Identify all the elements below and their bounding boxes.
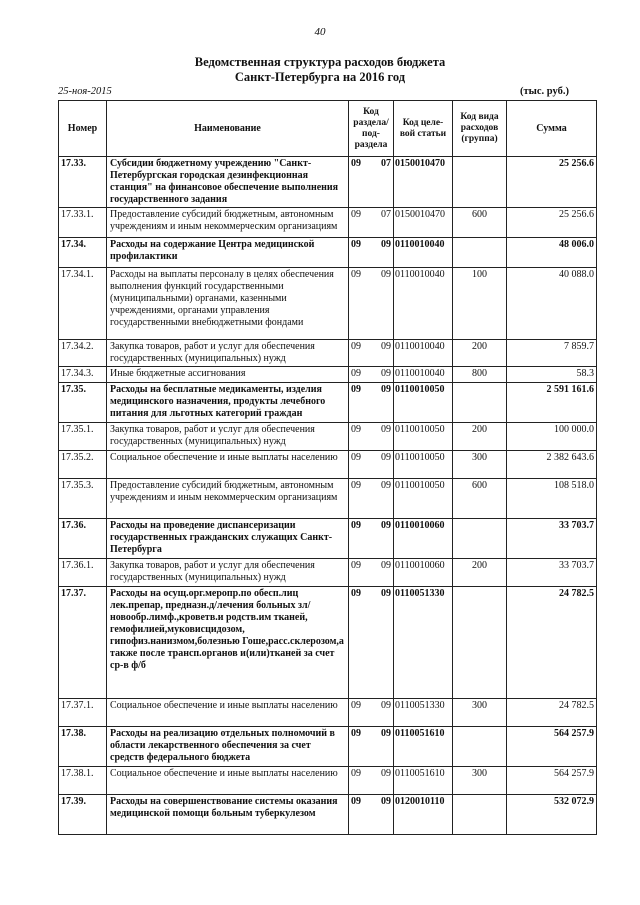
table-row	[59, 423, 597, 451]
row-subsection: 09	[381, 341, 391, 352]
row-section: 09	[351, 384, 361, 395]
row-section-code	[349, 268, 394, 340]
row-expense-type	[453, 238, 507, 268]
header-expense-type: Код вида расходов (группа)	[453, 101, 507, 157]
row-section: 09	[351, 588, 361, 599]
row-sum: 24 782.5	[507, 587, 597, 699]
row-expense-type: 200	[453, 423, 507, 451]
row-expense-type: 300	[453, 451, 507, 479]
row-sum: 2 382 643.6	[507, 451, 597, 479]
row-name: Предоставление субсидий бюджетным, автономным учреждениям и иным некоммерческим организациям	[107, 208, 349, 238]
row-subsection: 09	[381, 452, 391, 463]
row-section: 09	[351, 796, 361, 807]
row-section-code	[349, 795, 394, 835]
table-row	[59, 157, 597, 208]
table-row	[59, 208, 597, 238]
row-section: 09	[351, 452, 361, 463]
row-number: 17.37.	[59, 587, 107, 699]
table-row	[59, 727, 597, 767]
row-name: Расходы на совершенствование системы оказания медицинской помощи больным туберкулезом	[107, 795, 349, 835]
row-number: 17.35.3.	[59, 479, 107, 519]
row-section: 09	[351, 728, 361, 739]
row-expense-type	[453, 383, 507, 423]
header-number: Номер	[59, 101, 107, 157]
table-row	[59, 587, 597, 699]
row-name: Иные бюджетные ассигнования	[107, 367, 349, 383]
row-subsection: 09	[381, 269, 391, 280]
table-row	[59, 559, 597, 587]
page-number: 40	[314, 26, 326, 38]
row-subsection: 09	[381, 796, 391, 807]
row-number: 17.34.1.	[59, 268, 107, 340]
document-title	[0, 55, 640, 85]
row-subsection: 09	[381, 424, 391, 435]
row-expense-type: 600	[453, 479, 507, 519]
title-line-2: Санкт-Петербурга на 2016 год	[234, 70, 406, 84]
row-section: 09	[351, 209, 361, 220]
row-subsection: 09	[381, 700, 391, 711]
table-row	[59, 767, 597, 795]
row-sum: 108 518.0	[507, 479, 597, 519]
row-number: 17.34.3.	[59, 367, 107, 383]
row-section-code	[349, 767, 394, 795]
row-subsection: 09	[381, 368, 391, 379]
row-article-code: 0110010050	[394, 383, 453, 423]
row-article-code: 0110010050	[394, 451, 453, 479]
row-section-code	[349, 423, 394, 451]
header-section: Код раздела/ под- раздела	[349, 101, 394, 157]
row-section-code	[349, 727, 394, 767]
table-row	[59, 479, 597, 519]
row-subsection: 07	[381, 209, 391, 220]
row-article-code: 0150010470	[394, 157, 453, 208]
row-name: Социальное обеспечение и иные выплаты населению	[107, 451, 349, 479]
row-sum: 100 000.0	[507, 423, 597, 451]
row-section-code	[349, 157, 394, 208]
row-number: 17.38.1.	[59, 767, 107, 795]
row-section: 09	[351, 239, 361, 250]
row-name: Предоставление субсидий бюджетным, автономным учреждениям и иным некоммерческим организациям	[107, 479, 349, 519]
row-section-code	[349, 340, 394, 367]
row-article-code: 0110010060	[394, 519, 453, 559]
row-section-code	[349, 208, 394, 238]
row-sum: 2 591 161.6	[507, 383, 597, 423]
row-expense-type: 200	[453, 559, 507, 587]
row-section-code	[349, 451, 394, 479]
row-subsection: 09	[381, 588, 391, 599]
row-sum: 40 088.0	[507, 268, 597, 340]
row-article-code: 0110010050	[394, 423, 453, 451]
row-section: 09	[351, 520, 361, 531]
row-number: 17.34.	[59, 238, 107, 268]
table-row	[59, 367, 597, 383]
row-article-code: 0110010050	[394, 479, 453, 519]
row-sum: 25 256.6	[507, 157, 597, 208]
row-section: 09	[351, 269, 361, 280]
row-expense-type	[453, 519, 507, 559]
row-sum: 7 859.7	[507, 340, 597, 367]
table-row	[59, 340, 597, 367]
units-label: (тыс. руб.)	[520, 86, 569, 97]
row-section: 09	[351, 768, 361, 779]
row-name: Субсидии бюджетному учреждению "Санкт-Петербургская городская дезинфекционная станция" на финансовое обеспечение выполнения государственного задания	[107, 157, 349, 208]
row-subsection: 09	[381, 239, 391, 250]
row-number: 17.35.	[59, 383, 107, 423]
row-sum: 48 006.0	[507, 238, 597, 268]
row-subsection: 09	[381, 384, 391, 395]
row-number: 17.34.2.	[59, 340, 107, 367]
row-article-code: 0120010110	[394, 795, 453, 835]
row-section: 09	[351, 158, 361, 169]
row-sum: 24 782.5	[507, 699, 597, 727]
row-section-code	[349, 367, 394, 383]
row-article-code: 0110010040	[394, 367, 453, 383]
row-section: 09	[351, 480, 361, 491]
row-section-code	[349, 587, 394, 699]
row-expense-type: 800	[453, 367, 507, 383]
row-number: 17.33.	[59, 157, 107, 208]
row-sum: 33 703.7	[507, 559, 597, 587]
row-name: Расходы на выплаты персоналу в целях обеспечения выполнения функций государственными (муниципальными) органами, казенными учреждениями, органами управления государственными внебюджетными фондами	[107, 268, 349, 340]
document-date: 25-ноя-2015	[58, 86, 112, 97]
row-article-code: 0110010040	[394, 340, 453, 367]
table-row	[59, 519, 597, 559]
row-section-code	[349, 238, 394, 268]
row-article-code: 0110051610	[394, 767, 453, 795]
row-name: Расходы на содержание Центра медицинской профилактики	[107, 238, 349, 268]
row-name: Расходы на реализацию отдельных полномочий в области лекарственного обеспечения за счет средств федерального бюджета	[107, 727, 349, 767]
row-section: 09	[351, 700, 361, 711]
row-sum: 25 256.6	[507, 208, 597, 238]
row-section-code	[349, 699, 394, 727]
table-row	[59, 268, 597, 340]
row-number: 17.36.1.	[59, 559, 107, 587]
row-name: Закупка товаров, работ и услуг для обеспечения государственных (муниципальных) нужд	[107, 423, 349, 451]
row-expense-type	[453, 795, 507, 835]
row-number: 17.33.1.	[59, 208, 107, 238]
row-number: 17.37.1.	[59, 699, 107, 727]
row-number: 17.36.	[59, 519, 107, 559]
table-row	[59, 699, 597, 727]
row-article-code: 0110010060	[394, 559, 453, 587]
row-article-code: 0110051330	[394, 699, 453, 727]
row-section: 09	[351, 368, 361, 379]
row-section: 09	[351, 560, 361, 571]
row-expense-type	[453, 587, 507, 699]
row-subsection: 09	[381, 520, 391, 531]
row-subsection: 09	[381, 480, 391, 491]
table-row	[59, 795, 597, 835]
row-expense-type: 100	[453, 268, 507, 340]
row-expense-type: 600	[453, 208, 507, 238]
header-sum: Сумма	[507, 101, 597, 157]
row-sum: 532 072.9	[507, 795, 597, 835]
row-section-code	[349, 479, 394, 519]
row-article-code: 0110051330	[394, 587, 453, 699]
row-sum: 58.3	[507, 367, 597, 383]
row-expense-type: 200	[453, 340, 507, 367]
row-section-code	[349, 383, 394, 423]
header-article: Код целе- вой статьи	[394, 101, 453, 157]
row-section-code	[349, 519, 394, 559]
row-expense-type: 300	[453, 767, 507, 795]
table-row	[59, 238, 597, 268]
row-subsection: 09	[381, 560, 391, 571]
row-article-code: 0150010470	[394, 208, 453, 238]
row-sum: 564 257.9	[507, 727, 597, 767]
header-name: Наименование	[107, 101, 349, 157]
row-name: Расходы на осущ.орг.меропр.по обесп.лиц лек.препар, предназн.д/лечения больных зл/новообр.лимф.,кроветв.и родств.им тканей, гемофилией,муковисцидозом, гипофиз.нанизмом,болезнью Гоше,расс.склерозом,а также после трансп.органов и(или)тканей за счет ср-в ф/б	[107, 587, 349, 699]
row-subsection: 09	[381, 728, 391, 739]
row-sum: 33 703.7	[507, 519, 597, 559]
row-name: Закупка товаров, работ и услуг для обеспечения государственных (муниципальных) нужд	[107, 340, 349, 367]
row-expense-type	[453, 727, 507, 767]
row-subsection: 09	[381, 768, 391, 779]
row-section: 09	[351, 341, 361, 352]
table-header-row	[59, 101, 597, 157]
budget-table	[58, 100, 597, 835]
table-row	[59, 383, 597, 423]
row-section-code	[349, 559, 394, 587]
row-expense-type	[453, 157, 507, 208]
row-section: 09	[351, 424, 361, 435]
row-number: 17.35.2.	[59, 451, 107, 479]
row-name: Расходы на бесплатные медикаменты, изделия медицинского назначения, продукты лечебного питания для льготных категорий граждан	[107, 383, 349, 423]
title-line-1: Ведомственная структура расходов бюджета	[194, 55, 446, 69]
table-body	[59, 157, 597, 835]
row-name: Социальное обеспечение и иные выплаты населению	[107, 699, 349, 727]
table-row	[59, 451, 597, 479]
row-sum: 564 257.9	[507, 767, 597, 795]
row-name: Закупка товаров, работ и услуг для обеспечения государственных (муниципальных) нужд	[107, 559, 349, 587]
row-number: 17.35.1.	[59, 423, 107, 451]
row-article-code: 0110010040	[394, 268, 453, 340]
row-number: 17.38.	[59, 727, 107, 767]
row-article-code: 0110010040	[394, 238, 453, 268]
row-expense-type: 300	[453, 699, 507, 727]
row-subsection: 07	[381, 158, 391, 169]
row-name: Расходы на проведение диспансеризации государственных гражданских служащих Санкт-Петербурга	[107, 519, 349, 559]
row-name: Социальное обеспечение и иные выплаты населению	[107, 767, 349, 795]
row-number: 17.39.	[59, 795, 107, 835]
row-article-code: 0110051610	[394, 727, 453, 767]
